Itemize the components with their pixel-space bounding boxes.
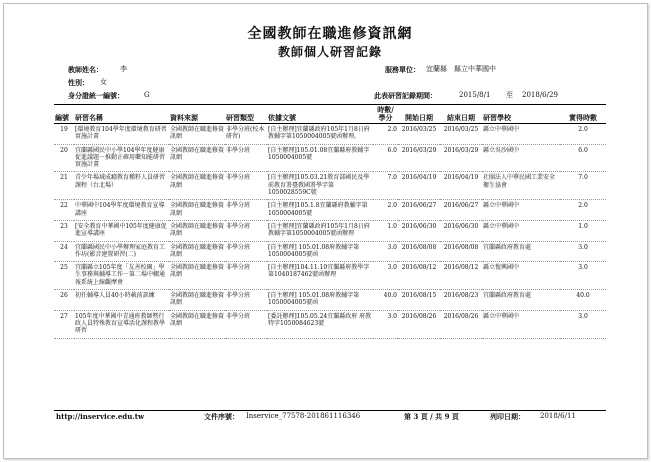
row-hours: 7.0 [373, 172, 398, 200]
print-date-label: 列印日期： [490, 412, 525, 421]
period-to: 2018/6/29 [522, 91, 558, 99]
col-header-doc: 依據文號 [267, 105, 373, 124]
row-doc: [自主辦理] 105.01.08府教輔字第1050004005號函 [267, 241, 373, 262]
row-earned: 3.0 [560, 262, 606, 290]
row-name: 青少年場域成癮教育種籽人員研習課程（台北場） [74, 172, 169, 200]
col-header-earned: 實得時數 [560, 105, 606, 124]
name-value: 李 [120, 65, 127, 73]
row-source: 全國教師在職進修資訊網 [169, 241, 225, 262]
row-name: 宜蘭縣國民中小學104學年度健康促進議題－推動正確用藥知能研習實施計畫 [74, 144, 169, 172]
row-school: 縣立中華國中 [482, 220, 560, 241]
id-label: 身分證統一編號： [68, 91, 124, 100]
row-source: 全國教師在職進修資訊網 [169, 290, 225, 311]
row-end: 2016/04/19 [440, 172, 482, 200]
table-row [54, 262, 606, 290]
row-type: 非學分班 [225, 241, 267, 262]
row-school: 社團法人中華民國工業安全衛生協會 [482, 172, 560, 200]
serial-label: 文件序號： [204, 412, 239, 421]
table-row [54, 200, 606, 221]
row-hours: 40.0 [373, 290, 398, 311]
row-earned: 3.0 [560, 310, 606, 338]
row-source: 全國教師在職進修資訊網 [169, 144, 225, 172]
col-header-source: 資料來源 [169, 105, 225, 124]
info-row-3 [54, 89, 606, 102]
row-type: 非學分班 [225, 144, 267, 172]
row-type: 非學分班 [225, 172, 267, 200]
row-doc: [自主辦理]104.11.10宜蘭縣府教學字第1040187462號函辦理 [267, 262, 373, 290]
row-doc: [自主辦理]105.03.21教育部國民及學前教育署臺教國署學字第1050028559C號 [267, 172, 373, 200]
table-row [54, 290, 606, 311]
row-name: [安全教育中華國中105年度健康促進宣導講座 [74, 220, 169, 241]
id-value: G [144, 91, 150, 99]
row-school: 宜蘭縣政府教育處 [482, 241, 560, 262]
footer-url: http://inservice.edu.tw [56, 412, 144, 421]
row-school: 宜蘭縣政府教育處 [482, 290, 560, 311]
row-hours: 3.0 [373, 262, 398, 290]
page-indicator: 第 3 頁 / 共 9 頁 [404, 412, 459, 421]
row-school: 縣立中華國中 [482, 310, 560, 338]
table-row [54, 172, 606, 200]
table-row [54, 124, 606, 145]
info-row-2 [54, 76, 606, 89]
row-start: 2016/03/29 [398, 144, 440, 172]
row-name: 105年度中華國中青通班教師暨行政人員特殊教育宣導活化課程教學研習 [74, 310, 169, 338]
row-hours: 1.0 [373, 220, 398, 241]
table-row [54, 310, 606, 338]
row-name: [環境教育104學年度環境教育研習實施計畫 [74, 124, 169, 145]
gender-value: 女 [100, 78, 107, 86]
row-earned: 7.0 [560, 172, 606, 200]
row-start: 2016/08/15 [398, 290, 440, 311]
page-title: 全國教師在職進修資訊網 [247, 26, 413, 42]
row-type: 非學分班(校本研習) [225, 124, 267, 145]
row-name: 中華國中104學年度環境教育宣導講座 [74, 200, 169, 221]
row-name: 宜蘭縣立105年度「友善校園」學生事務與輔導工作－第二場中輟通報系統上線觀摩會 [74, 262, 169, 290]
row-type: 非學分班 [225, 200, 267, 221]
row-end: 2016/03/25 [440, 124, 482, 145]
row-no: 20 [54, 144, 74, 172]
row-start: 2016/04/19 [398, 172, 440, 200]
row-school: 縣立中華國中 [482, 200, 560, 221]
period-label: 此表研習記錄期間： [374, 91, 437, 100]
col-header-no: 編號 [54, 105, 74, 124]
row-end: 2016/06/30 [440, 220, 482, 241]
page-footer [54, 410, 606, 422]
row-doc: [自主辦理]105.1.8宜蘭縣府教輔字第1050004005號 [267, 200, 373, 221]
row-no: 25 [54, 262, 74, 290]
row-end: 2016/03/29 [440, 144, 482, 172]
row-source: 全國教師在職進修資訊網 [169, 172, 225, 200]
col-header-school: 研習學校 [482, 105, 560, 124]
table-row [54, 144, 606, 172]
row-earned: 3.0 [560, 241, 606, 262]
table-body [54, 124, 606, 339]
row-type: 非學分班 [225, 262, 267, 290]
row-start: 2016/06/30 [398, 220, 440, 241]
row-no: 24 [54, 241, 74, 262]
row-name: 宜蘭縣國民中小學辦理家庭教育工作坊(影音建置研習(二) [74, 241, 169, 262]
row-doc: [自主辦理]宜蘭縣政府105年1月8日府教輔字第1050004005號函辦理 [267, 220, 373, 241]
unit-label: 服務單位： [385, 65, 420, 74]
row-school: 縣立吳沙國中 [482, 144, 560, 172]
row-end: 2016/08/08 [440, 241, 482, 262]
row-earned: 1.0 [560, 220, 606, 241]
unit-value: 宜蘭縣 縣立中華國中 [426, 65, 496, 73]
row-source: 全國教師在職進修資訊網 [169, 124, 225, 145]
row-earned: 2.0 [560, 124, 606, 145]
row-doc: [自主辦理] 105.01.08府教輔字第1050004005號函 [267, 290, 373, 311]
table-header-row [54, 105, 606, 124]
row-end: 2016/08/12 [440, 262, 482, 290]
col-header-end: 結束日期 [440, 105, 482, 124]
period-to-label: 至 [506, 91, 513, 99]
row-hours: 2.0 [373, 124, 398, 145]
row-type: 非學分班 [225, 310, 267, 338]
document-page [54, 26, 606, 421]
row-start: 2016/08/12 [398, 262, 440, 290]
col-header-hours: 時數/學分 [373, 105, 398, 124]
row-start: 2016/08/26 [398, 310, 440, 338]
row-hours: 2.0 [373, 200, 398, 221]
row-type: 非學分班 [225, 220, 267, 241]
row-no: 27 [54, 310, 74, 338]
row-doc: [委託辦理]105.05.24宜蘭縣政府 府教特字1050084623號 [267, 310, 373, 338]
row-end: 2016/08/23 [440, 290, 482, 311]
col-header-start: 開始日期 [398, 105, 440, 124]
row-start: 2016/08/08 [398, 241, 440, 262]
row-no: 26 [54, 290, 74, 311]
row-no: 23 [54, 220, 74, 241]
row-earned: 40.0 [560, 290, 606, 311]
row-school: 縣立復興國中 [482, 262, 560, 290]
row-no: 19 [54, 124, 74, 145]
row-start: 2016/06/27 [398, 200, 440, 221]
table-row [54, 220, 606, 241]
row-end: 2016/06/27 [440, 200, 482, 221]
row-start: 2016/03/25 [398, 124, 440, 145]
row-source: 全國教師在職進修資訊網 [169, 262, 225, 290]
row-earned: 2.0 [560, 200, 606, 221]
document-frame [3, 3, 648, 459]
row-type: 非學分班 [225, 290, 267, 311]
table-row [54, 241, 606, 262]
row-doc: [自主辦理]宜蘭縣政府105年1月8日府教輔字第1050004005號函辦理。 [267, 124, 373, 145]
row-name: 初任輔導人員40小時載前訓練 [74, 290, 169, 311]
row-no: 22 [54, 200, 74, 221]
row-hours: 3.0 [373, 310, 398, 338]
row-hours: 6.0 [373, 144, 398, 172]
row-hours: 3.0 [373, 241, 398, 262]
row-earned: 6.0 [560, 144, 606, 172]
info-row-1 [54, 63, 606, 76]
row-source: 全國教師在職進修資訊網 [169, 220, 225, 241]
row-no: 21 [54, 172, 74, 200]
col-header-name: 研習名稱 [74, 105, 169, 124]
name-label: 教師姓名： [68, 65, 103, 74]
gender-label: 性別： [68, 78, 89, 87]
row-school: 縣立中華國中 [482, 124, 560, 145]
row-source: 全國教師在職進修資訊網 [169, 310, 225, 338]
col-header-type: 研習類型 [225, 105, 267, 124]
period-from: 2015/8/1 [459, 91, 491, 99]
page-subtitle: 教師個人研習記錄 [277, 45, 382, 59]
print-date: 2018/6/11 [540, 412, 576, 420]
training-record-table [54, 104, 606, 339]
row-end: 2016/08/26 [440, 310, 482, 338]
row-source: 全國教師在職進修資訊網 [169, 200, 225, 221]
row-doc: [自主辦理]105.01.08宜蘭縣府教輔字1050004005號 [267, 144, 373, 172]
serial-value: Inservice_77578-201861116346 [246, 412, 361, 420]
